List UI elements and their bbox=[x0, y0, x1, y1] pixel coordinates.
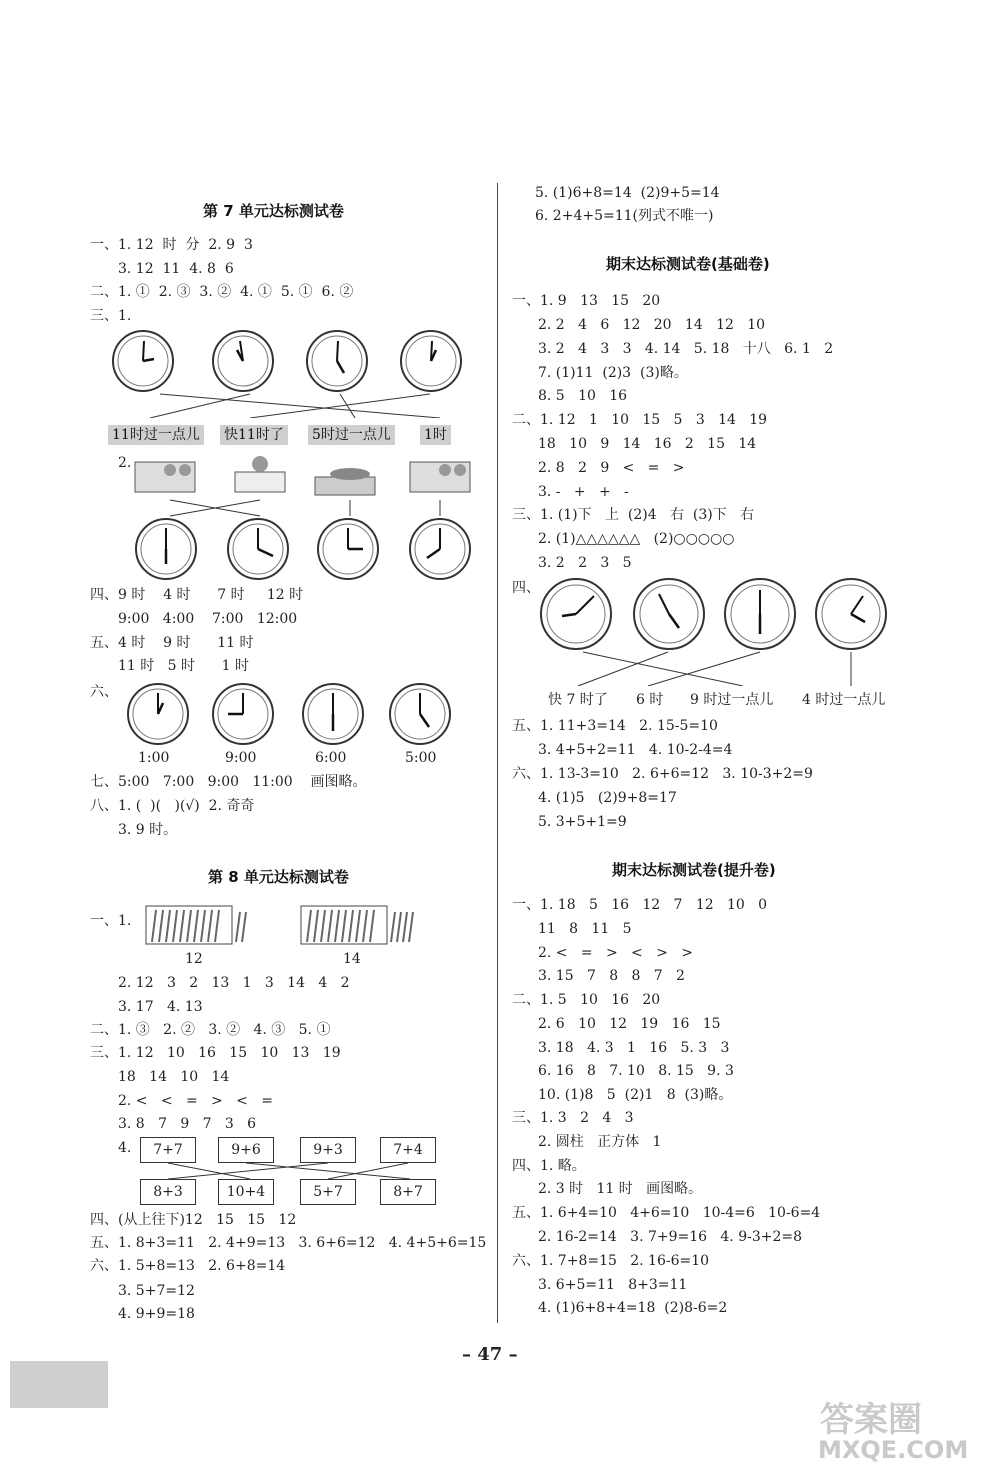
clock-icon bbox=[136, 519, 196, 579]
fb-line: 5. 3+5+1=9 bbox=[538, 814, 627, 830]
u7-line: 七、5:00 7:00 9:00 11:00 画图略。 bbox=[90, 774, 367, 790]
fa-line: 2. 3 时 11 时 画图略。 bbox=[538, 1181, 703, 1197]
clock-icon bbox=[410, 519, 470, 579]
fb-line: 五、1. 11+3=14 2. 15-5=10 bbox=[512, 718, 718, 734]
unit7-title: 第 7 单元达标测试卷 bbox=[203, 202, 344, 220]
u7-label: 11时过一点儿 bbox=[108, 425, 204, 445]
u8-count: 12 bbox=[185, 951, 203, 967]
u7-scenes bbox=[130, 452, 480, 502]
u8-line: 五、1. 8+3=11 2. 4+9=13 3. 6+6=12 4. 4+5+6=15 bbox=[90, 1235, 487, 1251]
u8-line: 三、1. 12 10 16 15 10 13 19 bbox=[90, 1045, 341, 1061]
u7-line: 11 时 5 时 1 时 bbox=[118, 658, 250, 674]
scene-illustration-icon bbox=[235, 456, 285, 492]
fb-line: 2. 2 4 6 12 20 14 12 10 bbox=[538, 317, 766, 333]
u7-line: 八、1. ( )( )(√) 2. 奇奇 bbox=[90, 798, 255, 814]
u8-line: 2. 12 3 2 13 1 3 14 4 2 bbox=[118, 975, 350, 991]
watermark-logo: 答案圈 bbox=[820, 1400, 922, 1440]
fb-label: 6 时 bbox=[636, 692, 664, 708]
u7-line: 五、4 时 9 时 11 时 bbox=[90, 635, 254, 651]
scene-illustration-icon bbox=[315, 468, 375, 495]
u8-line: 3. 5+7=12 bbox=[118, 1283, 195, 1299]
expression-box: 7+4 bbox=[380, 1137, 436, 1163]
u8-line: 4. 9+9=18 bbox=[118, 1306, 195, 1322]
page-number: – 47 – bbox=[462, 1344, 518, 1365]
scene-illustration-icon bbox=[410, 462, 470, 492]
u8-line: 四、(从上往下)12 15 15 12 bbox=[90, 1212, 297, 1228]
fb-line: 3. 2 2 3 5 bbox=[538, 555, 632, 571]
u8-line: 3. 8 7 9 7 3 6 bbox=[118, 1116, 257, 1132]
stick-bundle-icon bbox=[301, 906, 413, 944]
fb-line: 2. (1)△△△△△△ (2)○○○○○ bbox=[538, 531, 735, 547]
fa-line: 3. 15 7 8 8 7 2 bbox=[538, 968, 685, 984]
u7-line: 3. 12 11 4. 8 6 bbox=[118, 261, 234, 277]
column-divider bbox=[497, 183, 498, 1323]
fb-label: 9 时过一点儿 bbox=[690, 692, 774, 708]
clock-icon bbox=[303, 684, 363, 744]
scene-illustration-icon bbox=[135, 462, 195, 492]
stick-bundle-icon bbox=[146, 906, 246, 944]
clock-icon bbox=[128, 684, 188, 744]
u8-line: 18 14 10 14 bbox=[118, 1069, 230, 1085]
clock-icon bbox=[213, 331, 273, 391]
r-line: 5. (1)6+8=14 (2)9+5=14 bbox=[535, 185, 720, 201]
clock-icon bbox=[318, 519, 378, 579]
u7-line: 四、9 时 4 时 7 时 12 时 bbox=[90, 587, 304, 603]
fb-line: 六、1. 13-3=10 2. 6+6=12 3. 10-3+2=9 bbox=[512, 766, 813, 782]
u7-line: 六、 bbox=[90, 684, 118, 700]
fa-line: 6. 16 8 7. 10 8. 15 9. 3 bbox=[538, 1063, 734, 1079]
clock-icon bbox=[725, 579, 795, 649]
u7-time: 6:00 bbox=[315, 750, 347, 766]
fb-line: 三、1. (1)下 上 (2)4 右 (3)下 右 bbox=[512, 507, 755, 523]
fa-line: 2. < = > < > > bbox=[538, 945, 693, 961]
clock-icon bbox=[307, 331, 367, 391]
u8-count: 14 bbox=[343, 951, 361, 967]
fa-line: 2. 16-2=14 3. 7+9=16 4. 9-3+2=8 bbox=[538, 1229, 803, 1245]
fb-line: 3. 4+5+2=11 4. 10-2-4=4 bbox=[538, 742, 733, 758]
matching-lines bbox=[140, 1163, 440, 1179]
u7-line: 一、1. 12 时 分 2. 9 3 bbox=[90, 237, 253, 253]
u7-time: 5:00 bbox=[405, 750, 437, 766]
clock-icon bbox=[228, 519, 288, 579]
u7-line: 二、1. ① 2. ③ 3. ② 4. ① 5. ① 6. ② bbox=[90, 284, 354, 300]
fb-label: 快 7 时了 bbox=[548, 692, 608, 708]
r-line: 6. 2+4+5=11(列式不唯一) bbox=[535, 208, 714, 224]
fa-line: 4. (1)6+8+4=18 (2)8-6=2 bbox=[538, 1300, 728, 1316]
clock-icon bbox=[213, 684, 273, 744]
u8-line: 一、1. bbox=[90, 913, 132, 929]
stick-bundles bbox=[142, 902, 442, 948]
fb-label: 4 时过一点儿 bbox=[802, 692, 886, 708]
expression-box: 9+6 bbox=[218, 1137, 274, 1163]
watermark-text: MXQE.COM bbox=[818, 1436, 969, 1464]
fa-line: 五、1. 6+4=10 4+6=10 10-4=6 10-6=4 bbox=[512, 1205, 821, 1221]
fb-line: 3. - + + - bbox=[538, 484, 629, 500]
fa-line: 2. 圆柱 正方体 1 bbox=[538, 1134, 662, 1150]
fb-line: 2. 8 2 9 < = > bbox=[538, 460, 685, 476]
fa-line: 六、1. 7+8=15 2. 16-6=10 bbox=[512, 1253, 710, 1269]
u7-time: 9:00 bbox=[225, 750, 257, 766]
u8-line: 3. 17 4. 13 bbox=[118, 999, 203, 1015]
fb-line: 四、 bbox=[512, 580, 540, 596]
corner-tab bbox=[10, 1361, 108, 1408]
fa-line: 3. 6+5=11 8+3=11 bbox=[538, 1277, 688, 1293]
fb-line: 4. (1)5 (2)9+8=17 bbox=[538, 790, 677, 806]
u7-clock-row-2 bbox=[130, 498, 480, 588]
u7-clock-row-3 bbox=[122, 678, 472, 750]
fb-line: 二、1. 12 1 10 15 5 3 14 19 bbox=[512, 412, 768, 428]
u8-line: 二、1. ③ 2. ② 3. ② 4. ③ 5. ① bbox=[90, 1022, 331, 1038]
u7-line: 9:00 4:00 7:00 12:00 bbox=[118, 611, 298, 627]
u7-line: 三、1. bbox=[90, 308, 132, 324]
expression-box: 5+7 bbox=[300, 1179, 356, 1205]
clock-icon bbox=[541, 579, 611, 649]
clock-icon bbox=[113, 331, 173, 391]
u7-label: 5时过一点儿 bbox=[308, 425, 395, 445]
unit8-title: 第 8 单元达标测试卷 bbox=[208, 868, 349, 886]
expression-box: 8+7 bbox=[380, 1179, 436, 1205]
fa-line: 三、1. 3 2 4 3 bbox=[512, 1110, 634, 1126]
u7-label: 1时 bbox=[420, 425, 451, 445]
fa-line: 二、1. 5 10 16 20 bbox=[512, 992, 661, 1008]
expression-box: 8+3 bbox=[140, 1179, 196, 1205]
u7-line: 3. 9 时。 bbox=[118, 822, 178, 838]
expression-box: 9+3 bbox=[300, 1137, 356, 1163]
clock-icon bbox=[634, 579, 704, 649]
u7-time: 1:00 bbox=[138, 750, 170, 766]
final-basic-title: 期末达标测试卷(基础卷) bbox=[606, 255, 770, 273]
u7-clock-row-1 bbox=[110, 328, 480, 418]
expression-box: 10+4 bbox=[218, 1179, 274, 1205]
clock-icon bbox=[401, 331, 461, 391]
fb-line: 一、1. 9 13 15 20 bbox=[512, 293, 661, 309]
u7-line: 2. bbox=[118, 455, 132, 471]
fb-line: 18 10 9 14 16 2 15 14 bbox=[538, 436, 757, 452]
u8-line: 2. < < = > < = bbox=[118, 1093, 273, 1109]
clock-icon bbox=[816, 579, 886, 649]
clock-icon bbox=[390, 684, 450, 744]
fa-line: 3. 18 4. 3 1 16 5. 3 3 bbox=[538, 1040, 730, 1056]
final-adv-title: 期末达标测试卷(提升卷) bbox=[612, 861, 776, 879]
u8-line: 六、1. 5+8=13 2. 6+8=14 bbox=[90, 1258, 286, 1274]
expression-box: 7+7 bbox=[140, 1137, 196, 1163]
fb-clock-row bbox=[538, 576, 898, 686]
fb-line: 3. 2 4 3 3 4. 14 5. 18 十八 6. 1 2 bbox=[538, 341, 834, 357]
fa-line: 一、1. 18 5 16 12 7 12 10 0 bbox=[512, 897, 768, 913]
fb-line: 8. 5 10 16 bbox=[538, 388, 628, 404]
u7-label: 快11时了 bbox=[220, 425, 288, 445]
fa-line: 10. (1)8 5 (2)1 8 (3)略。 bbox=[538, 1087, 733, 1103]
fa-line: 11 8 11 5 bbox=[538, 921, 632, 937]
u8-line: 4. bbox=[118, 1140, 132, 1156]
fb-line: 7. (1)11 (2)3 (3)略。 bbox=[538, 365, 688, 381]
fa-line: 2. 6 10 12 19 16 15 bbox=[538, 1016, 721, 1032]
fa-line: 四、1. 略。 bbox=[512, 1158, 586, 1174]
